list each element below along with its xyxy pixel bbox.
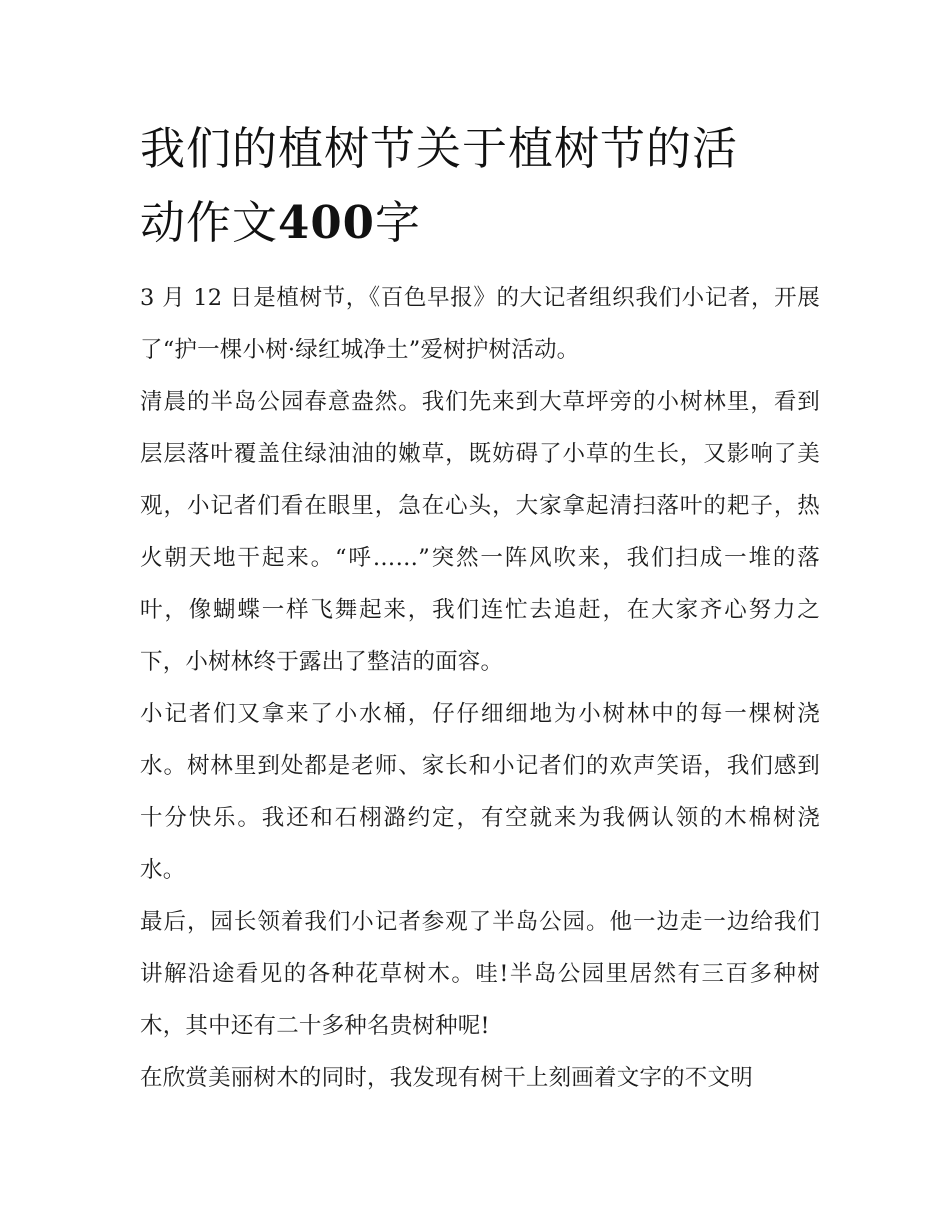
title-number: 400 [278, 196, 375, 249]
paragraph-2: 清晨的半岛公园春意盎然。我们先来到大草坪旁的小树林里，看到层层落叶覆盖住绿油油的嫩草，既妨碍了小草的生长，又影响了美观，小记者们看在眼里，急在心头，大家拿起清扫落叶的耙子，热火朝天地干起来。“呼……”突然一阵风吹来，我们扫成一堆的落叶，像蝴蝶一样飞舞起来，我们连忙去追赶，在大家齐心努力之下，小树林终于露出了整洁的面容。 [140, 389, 820, 675]
paragraph-3: 小记者们又拿来了小水桶，仔仔细细地为小树林中的每一棵树浇水。树林里到处都是老师、家长和小记者们的欢声笑语，我们感到十分快乐。我还和石栩潞约定，有空就来为我俩认领的木棉树浇水。 [140, 701, 820, 883]
paragraph-1: 3 月 12 日是植树节，《百色早报》的大记者组织我们小记者，开展了“护一棵小树·绿红城净土”爱树护树活动。 [140, 285, 820, 363]
paragraph-5: 在欣赏美丽树木的同时，我发现有树干上刻画着文字的不文明 [140, 1065, 753, 1091]
title-text-1: 我们的植树节关于植树节的活 [140, 122, 739, 175]
document-page [140, 112, 820, 1104]
document-title [140, 112, 820, 260]
paragraph-4: 最后，园长领着我们小记者参观了半岛公园。他一边走一边给我们讲解沿途看见的各种花草树木。哇!半岛公园里居然有三百多种树木，其中还有二十多种名贵树种呢! [140, 909, 820, 1039]
title-text-2: 动作文 [140, 196, 279, 249]
title-text-3: 字 [374, 196, 421, 249]
